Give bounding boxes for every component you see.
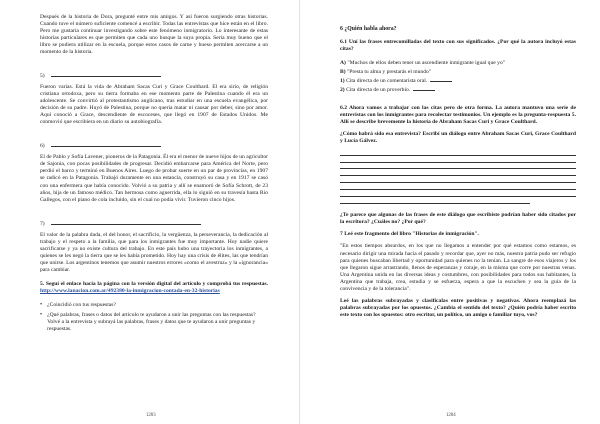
option-b: [340, 69, 576, 76]
option-1-text: Cita directa de un comentarista oral.: [346, 78, 428, 85]
bullet-item: [40, 312, 268, 333]
section-7-task: Leé las palabras subrayadas y clasificalas entre positivas y negativas. Ahora reemplazá las palabras subrayadas por los opuestos. ¿Cambia el sentido del texto? ¿Quién podría haber escrito este texto con los opuestos: otro escritor, un político, un amigo o familiar tuyo, vos?: [340, 298, 576, 319]
right-page-number: 1284: [446, 413, 456, 418]
option-2-text: Cita directa de un proverbio.: [346, 87, 411, 94]
writing-line[interactable]: [340, 197, 530, 204]
question-7-label: 7): [40, 220, 45, 227]
question-6-label: 6): [40, 143, 45, 150]
answer-6-paragraph: El de Pablo y Sofía Lavener, pioneros de la Patagonia. Él era el menor de nueve hijos de un agricultor de Sajonia, con pocas posibilidades de progresar. Decidió embarcarse para América del Norte, pero perdió el barco y terminó en Buenos Aires. Luego de probar suerte en un par de provincias, en 1907 se radicó en la Patagonia. Trabajó duramente en una estancia, construyó su casa y en 1917 se casó con una enfermera que había conocido. Volvió a su patria y allí se enamoró de Sofía Schrott, de 23 años, hija de un famoso médico. Tan hermosa como aguerrida, ella lo siguió en su travesía hasta Río Gallegos, con el piano de cola incluido, sin el cual no podía vivir. Tuvieron cinco hijos.: [40, 154, 268, 203]
task-5-text: 5. Seguí el enlace hacia la página con la versión digital del artículo y comprobá tus respuestas.: [40, 281, 268, 288]
question-5-blank[interactable]: [51, 76, 161, 77]
article-link[interactable]: http://www.lanacion.com.ar/492380-la-inmigracion-contada-en-32-historias: [40, 288, 220, 295]
question-citations: ¿Te parece que algunas de las frases de este diálogo que escribiste podrían haber sido citados por la escritora? ¿Cuáles no? ¿Por qué?: [340, 212, 576, 226]
left-page-number: 1283: [146, 413, 156, 418]
writing-line[interactable]: [340, 149, 576, 156]
paragraph-intro: Después de la historia de Dora, pregunté entre mis amigos. Y así fueron surgiendo otras historias. Cuando tuve el número suficiente comencé a escribir. Todas las entrevistas que hice están en el libro. Pero me gustaría continuar investigando sobre este fenómeno inmigratorio. Lo interesante de estas historias particulares es que permiten que cada uno busque la suya propia. Sería muy bueno que el libro se pudiera utilizar en la escuela, porque estos casos de carne y hueso permiten acercarse a un momento de la historia.: [40, 14, 268, 56]
bullet-1-text: ¿Coincidió con tus respuestas?: [47, 301, 116, 308]
bullet-icon: •: [40, 301, 43, 308]
section-7-heading: 7 Leé este fragmento del libro "Historias de inmigración".: [340, 231, 479, 238]
option-1-blank[interactable]: [430, 81, 452, 82]
section-6-heading: 6 ¿Quién habla ahora?: [340, 26, 397, 32]
writing-line[interactable]: [340, 156, 576, 163]
bullet-2-text: ¿Qué palabras, frases o datos del artículo te ayudaron a unir las preguntas con las respuestas? Volvé a la entrevista y subrayá las palabras, frases y datos que te ayudaron a unir preguntas y respuestas.: [47, 311, 256, 332]
answer-7-paragraph: El valor de la palabra dada, el del honor, el sacrificio, la vergüenza, la perseverancia, la dedicación al trabajo y el respeto a la familia, que para los inmigrantes fue muy importante. Hoy nadie quiere sacrificarse y ya no existe cultura del trabajo. En este país hubo una trayectoria los inmigrantes, a quienes se les negó la tierra que se les había prometido. Hoy hay una crisis de élites, las que tendrían que unirse. Los argentinos tenemos que asumir nuestros errores «como el avestruz» y la «ignorancia» para cambiar.: [40, 231, 268, 274]
dialogue-writing-lines[interactable]: [340, 149, 576, 204]
option-1: [340, 78, 576, 85]
writing-line[interactable]: [340, 163, 576, 170]
question-5-label: 5): [40, 72, 45, 79]
option-b-label: B): [340, 69, 346, 76]
task-5-paragraph: [40, 281, 268, 295]
option-2-label: 2): [340, 87, 345, 94]
question-6-line: [40, 143, 268, 150]
book-fragment: "En estos tiempos absurdos, en los que no llegamos a entender por qué estamos como estamos, es necesario dirigir una mirada hacia el pasado y recordar que, ayer no más, nuestra patria pudo ser refugio para quienes buscaban libertad y oportunidad para quienes no la tenían. La sangre de esos viajeros y los que llegaron sigue arrastrando, llenos de esperanzas y coraje, en la misma que corre por nuestras venas. Una Argentina unida en las diversas ideas y costumbres, con posibilidades para todos sus habitantes, la Argentina que trabaja, crea, estudia y se esfuerza, espera a que la escuchen y sea la guía de la convivencia y de la tolerancia".: [340, 243, 576, 292]
option-a: [340, 60, 576, 67]
question-6-2-prompt: ¿Cómo habrá sido esa entrevista? Escribí un diálogo entre Abraham Sacas Curi, Grace Coulthard y Lucía Gálvez.: [340, 130, 576, 144]
question-6-2: 6.2 Ahora vamos a trabajar con las citas pero de otra forma. La autora mantuvo una serie de entrevistas con los inmigrantes para recolectar testimonios. Un ejemplo es la pregunta-respuesta 5. Allí se describe brevemente la historia de Abraham Sacas Curi y Grace Coulthard.: [340, 104, 576, 125]
option-2-blank[interactable]: [413, 90, 435, 91]
question-6-1: 6.1 Uní las frases entrecomilladas del texto con sus significados. ¿Por qué la autora incluyó estas citas?: [340, 39, 576, 53]
bullet-item: [40, 302, 268, 309]
option-1-label: 1): [340, 78, 345, 85]
question-6-blank[interactable]: [51, 146, 161, 147]
option-a-text: "Muchos de ellos deben tener un ascendiente inmigrante igual que yo": [347, 60, 506, 67]
bullet-icon: •: [40, 311, 43, 318]
option-2: [340, 87, 576, 94]
writing-line[interactable]: [340, 177, 576, 184]
writing-line[interactable]: [340, 190, 576, 197]
task-5-bullets: [40, 302, 268, 333]
question-7-line: [40, 221, 268, 228]
question-7-blank[interactable]: [51, 224, 201, 225]
writing-line[interactable]: [340, 170, 576, 177]
answer-5-paragraph: Fueron varias. Está la vida de Abraham Sacas Curi y Grace Coulthard. El era sirio, de religión cristiana ortodoxa, pero su tierra formaba en ese momento parte de Palestina cuando él era un adolescente. Se convirtió al protestantismo anglicano, tras estudiar en una escuela evangélica, por decisión de su padre. Huyó de Palestina, porque no quería matar ni causar por deber, sino por amor. Aquí conoció a Grace, descendiente de escoceses, que llegó en 1907 de Estados Unidos. Me conmovió que escribiera en un diario su autobiografía.: [40, 83, 268, 126]
option-a-label: A): [340, 60, 346, 67]
right-page: [300, 0, 600, 424]
question-5-line: [40, 73, 268, 80]
option-b-text: "Presta tu alma y prestarás el mundo": [347, 69, 432, 76]
writing-line[interactable]: [340, 183, 576, 190]
